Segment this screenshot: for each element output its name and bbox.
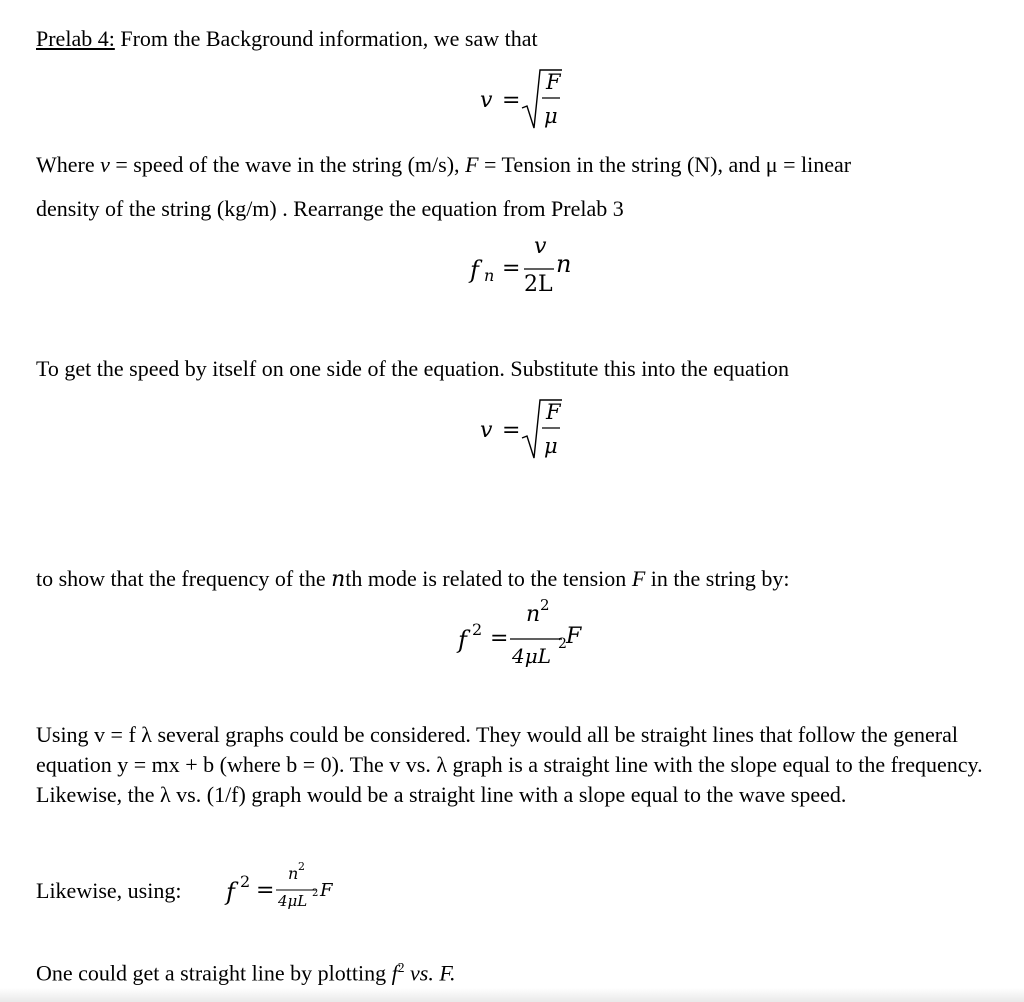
eq1-denominator: μ <box>544 104 558 128</box>
where-line-1: Where v = speed of the wave in the string (m/s), F = Tension in the string (N), and μ = linear <box>36 152 852 177</box>
eq1-operator: = <box>502 88 521 113</box>
eq4-lhs-sup: 2 <box>472 620 483 639</box>
eq1-numerator: F <box>546 70 561 94</box>
prelab-label: Prelab 4: <box>36 26 115 51</box>
eq3-operator: = <box>502 418 521 443</box>
eq2-subscript: n <box>484 266 495 285</box>
eq3-numerator: F <box>546 400 561 424</box>
eq4-numerator: n <box>526 602 541 627</box>
intro-line <box>36 26 538 52</box>
eq4-lhs: f <box>458 626 467 654</box>
eq3-fraction-bar <box>542 427 560 430</box>
eq2-operator: = <box>502 256 521 281</box>
eq2-numerator: v <box>534 234 547 259</box>
show-line: to show that the frequency of the nth mode is related to the tension F in the string by: <box>36 566 790 592</box>
eq2-denominator: 2L <box>524 272 553 297</box>
eq3-lhs: v <box>480 418 493 443</box>
page-bottom-shade <box>0 988 1024 1002</box>
likewise-label: Likewise, using: <box>36 878 182 903</box>
intro-text: From the Background information, we saw that <box>114 26 538 51</box>
eq2-fraction-bar <box>524 268 554 271</box>
where-line-2: density of the string (kg/m) . Rearrange the equation from Prelab 3 <box>36 196 624 221</box>
eq4-tail: F <box>566 624 582 649</box>
using-paragraph: Using v = f λ several graphs could be considered. They would all be straight lines that follow the general equation y = mx + b (where b = 0). The v vs. λ graph is a straight line with the slope equal to the frequency. Likewise, the λ vs. (1/f) graph would be a straight line with a slope equal to the wave speed. <box>36 722 983 807</box>
eq4-denominator-sup: 2 <box>558 636 567 652</box>
eq4-fraction-bar <box>510 638 562 641</box>
eq2-lhs: f <box>470 256 479 284</box>
eq2-tail: n <box>556 250 572 278</box>
eq1-fraction-bar <box>542 97 560 100</box>
conclusion-line: One could get a straight line by plotting $f^2$ vs. F. <box>36 960 456 986</box>
eq4-numerator-sup: 2 <box>540 596 550 614</box>
rearrange-line: To get the speed by itself on one side of the equation. Substitute this into the equation <box>36 356 790 381</box>
eq1-lhs: v <box>480 88 493 113</box>
eq4-denominator: 4μL <box>512 644 552 668</box>
eq4-operator: = <box>490 626 509 651</box>
eq3-denominator: μ <box>544 434 558 458</box>
